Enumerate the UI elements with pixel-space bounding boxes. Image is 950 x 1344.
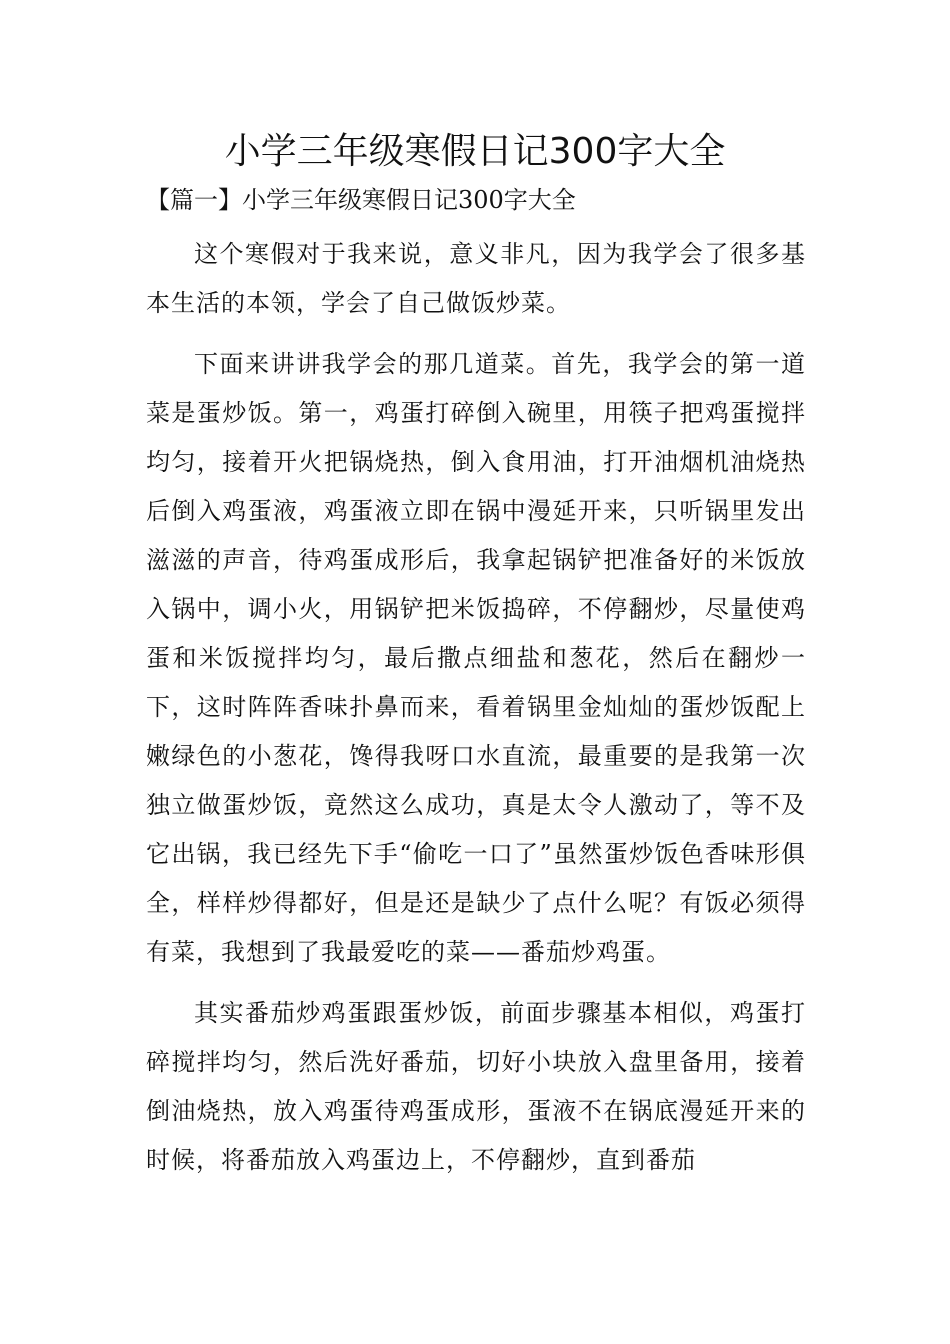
document-body (146, 230, 806, 1197)
section-heading: 【篇一】小学三年级寒假日记300字大全 (146, 186, 576, 214)
document-title: 小学三年级寒假日记300字大全 (224, 131, 726, 172)
paragraph-2: 下面来讲讲我学会的那几道菜。首先，我学会的第一道菜是蛋炒饭。第一，鸡蛋打碎倒入碗里，用筷子把鸡蛋搅拌均匀，接着开火把锅烧热，倒入食用油，打开油烟机油烧热后倒入鸡蛋液，鸡蛋液立即在锅中漫延开来，只听锅里发出滋滋的声音，待鸡蛋成形后，我拿起锅铲把准备好的米饭放入锅中，调小火，用锅铲把米饭捣碎，不停翻炒，尽量使鸡蛋和米饭搅拌均匀，最后撒点细盐和葱花，然后在翻炒一下，这时阵阵香味扑鼻而来，看着锅里金灿灿的蛋炒饭配上嫩绿色的小葱花，馋得我呀口水直流，最重要的是我第一次独立做蛋炒饭，竟然这么成功，真是太令人激动了，等不及它出锅，我已经先下手“偷吃一口了”虽然蛋炒饭色香味形俱全，样样炒得都好，但是还是缺少了点什么呢？有饭必须得有菜，我想到了我最爱吃的菜——番茄炒鸡蛋。 (146, 350, 806, 966)
paragraph-3: 其实番茄炒鸡蛋跟蛋炒饭，前面步骤基本相似，鸡蛋打碎搅拌均匀，然后洗好番茄，切好小块放入盘里备用，接着倒油烧热，放入鸡蛋待鸡蛋成形，蛋液不在锅底漫延开来的时候，将番茄放入鸡蛋边上，不停翻炒，直到番茄 (146, 999, 806, 1174)
paragraph-1: 这个寒假对于我来说，意义非凡，因为我学会了很多基本生活的本领，学会了自己做饭炒菜。 (146, 240, 806, 317)
